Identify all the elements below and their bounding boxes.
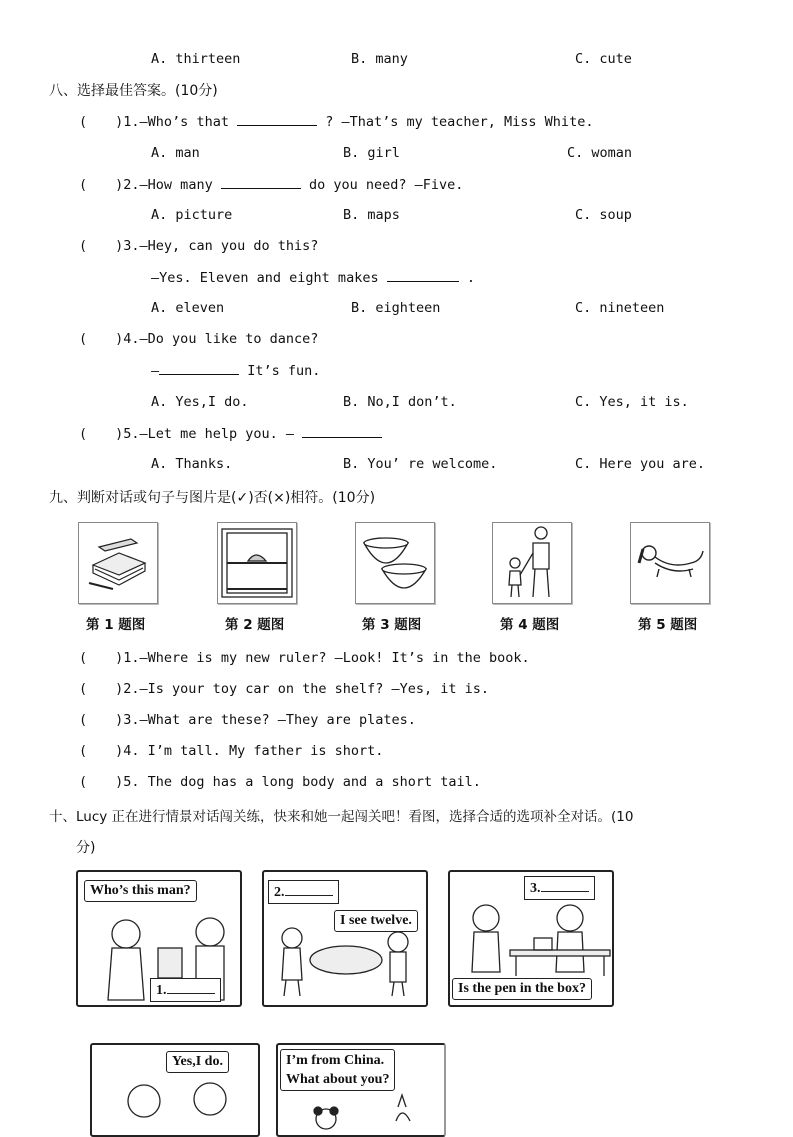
section10-title-cont: 分)	[76, 840, 96, 856]
answer-box-1[interactable]: 1.	[150, 978, 221, 1002]
answer-blank[interactable]	[387, 269, 459, 282]
q8-1-opt-b: B. girl	[343, 145, 400, 161]
dialogue-panel-2	[262, 870, 428, 1007]
answer-blank[interactable]	[302, 425, 382, 438]
answer-blank[interactable]	[285, 882, 333, 896]
q8-2-opt-c: C. soup	[575, 207, 632, 223]
answer-blank[interactable]	[159, 362, 239, 375]
q8-1: ( )1.—Who’s that ? —That’s my teacher, Miss White.	[79, 114, 594, 130]
top-option-c: C. cute	[575, 51, 632, 67]
book-icon	[78, 522, 158, 604]
q8-2-opt-a: A. picture	[151, 207, 233, 223]
speech-bubble: Yes,I do.	[166, 1051, 229, 1073]
q8-2-opt-b: B. maps	[343, 207, 400, 223]
q8-5-opt-c: C. Here you are.	[575, 456, 706, 472]
q8-4-opt-a: A. Yes,I do.	[151, 394, 249, 410]
dialogue-panel-5	[276, 1043, 446, 1137]
s9-statement-4: ( )4. I’m tall. My father is short.	[79, 743, 384, 759]
q8-3-opt-b: B. eighteen	[351, 300, 441, 316]
dialogue-panel-4	[90, 1043, 260, 1137]
s9-statement-2: ( )2.—Is your toy car on the shelf? —Yes, it is.	[79, 681, 490, 697]
picture-label-2: 第 2 题图	[225, 617, 285, 633]
q8-4-opt-c: C. Yes, it is.	[575, 394, 689, 410]
picture-label-4: 第 4 题图	[500, 617, 560, 633]
answer-blank[interactable]	[237, 113, 317, 126]
speech-bubble: I see twelve.	[334, 910, 418, 932]
q8-2: ( )2.—How many do you need? —Five.	[79, 177, 464, 193]
dog-icon	[630, 522, 710, 604]
q8-5-opt-b: B. You’ re welcome.	[343, 456, 498, 472]
q8-4-opt-b: B. No,I don’t.	[343, 394, 457, 410]
answer-box-2[interactable]: 2.	[268, 880, 339, 904]
speech-bubble: Who’s this man?	[84, 880, 197, 902]
q8-3-opt-a: A. eleven	[151, 300, 225, 316]
q8-4: ( )4.—Do you like to dance?	[79, 331, 319, 347]
dialogue-panel-3	[448, 870, 614, 1007]
q8-5: ( )5.—Let me help you. —	[79, 425, 382, 442]
s9-statement-5: ( )5. The dog has a long body and a short tail.	[79, 774, 481, 790]
q8-3: ( )3.—Hey, can you do this?	[79, 238, 319, 254]
father-child-icon	[492, 522, 572, 604]
top-option-b: B. many	[351, 51, 408, 67]
q8-1-opt-c: C. woman	[567, 145, 633, 161]
s9-statement-1: ( )1.—Where is my new ruler? —Look! It’s in the book.	[79, 650, 530, 666]
answer-blank[interactable]	[221, 176, 301, 189]
q8-4-line2: — It’s fun.	[151, 363, 321, 379]
section10-title: 十、Lucy 正在进行情景对话闯关练，快来和她一起闯关吧！看图，选择合适的选项补全对话。(10	[49, 809, 634, 825]
answer-box-3[interactable]: 3.	[524, 876, 595, 900]
q8-1-opt-a: A. man	[151, 145, 200, 161]
shelf-icon	[217, 522, 297, 604]
q8-3-opt-c: C. nineteen	[575, 300, 665, 316]
speech-bubble: I’m from China. What about you?	[280, 1049, 395, 1091]
picture-label-3: 第 3 题图	[362, 617, 422, 633]
q8-3-line2: —Yes. Eleven and eight makes .	[151, 270, 475, 286]
dialogue-panel-1	[76, 870, 242, 1007]
answer-blank[interactable]	[541, 878, 589, 892]
section9-title: 九、判断对话或句子与图片是(✓)否(×)相符。(10分)	[49, 490, 376, 506]
bowls-icon	[355, 522, 435, 604]
s9-statement-3: ( )3.—What are these? —They are plates.	[79, 712, 416, 728]
section8-title: 八、选择最佳答案。(10分)	[49, 83, 218, 99]
top-option-a: A. thirteen	[151, 51, 241, 67]
picture-label-1: 第 1 题图	[86, 617, 146, 633]
picture-label-5: 第 5 题图	[638, 617, 698, 633]
q8-5-opt-a: A. Thanks.	[151, 456, 233, 472]
answer-blank[interactable]	[167, 980, 215, 994]
speech-bubble: Is the pen in the box?	[452, 978, 592, 1000]
